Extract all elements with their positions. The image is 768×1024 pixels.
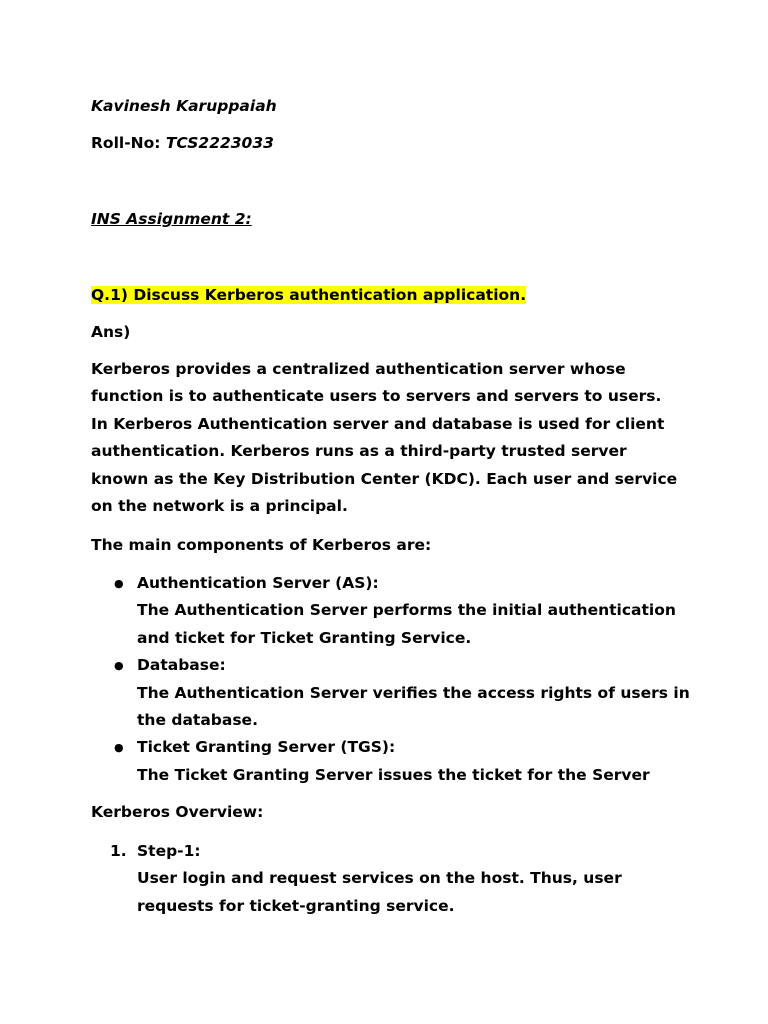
roll-value: TCS2223033 xyxy=(165,134,274,152)
list-item xyxy=(91,570,691,652)
roll-number xyxy=(91,133,274,153)
step-number: 1. xyxy=(110,842,127,860)
list-item xyxy=(91,652,691,734)
bullet-icon: ● xyxy=(114,741,124,755)
question-heading xyxy=(91,285,526,305)
steps-list xyxy=(91,838,691,920)
component-title: Authentication Server (AS): xyxy=(137,574,379,592)
author-name: Kavinesh Karuppaiah xyxy=(91,97,277,115)
components-intro: The main components of Kerberos are: xyxy=(91,536,432,554)
step-description: User login and request services on the host. Thus, user requests for ticket-granting service. xyxy=(137,869,622,915)
question-text: Q.1) Discuss Kerberos authentication application. xyxy=(91,286,527,304)
component-description: The Ticket Granting Server issues the ticket for the Server xyxy=(137,765,650,784)
assignment-title: INS Assignment 2: xyxy=(91,210,252,228)
overview-heading: Kerberos Overview: xyxy=(91,803,264,821)
component-title: Database: xyxy=(137,656,226,675)
component-title: Ticket Granting Server (TGS): xyxy=(137,738,396,757)
components-list xyxy=(91,570,691,789)
bullet-icon: ● xyxy=(114,659,124,673)
list-item xyxy=(91,838,691,920)
roll-label: Roll-No: xyxy=(91,134,166,152)
step-title: Step-1: xyxy=(137,842,201,860)
list-item xyxy=(91,734,691,789)
component-description: The Authentication Server performs the initial authentication and ticket for Ticket Granting Service. xyxy=(137,601,676,647)
component-description: The Authentication Server verifies the access rights of users in the database. xyxy=(137,683,690,730)
answer-paragraph: Kerberos provides a centralized authentication server whose function is to authenticate users to servers and servers to users. In Kerberos Authentication server and database is used for client authentication. Kerberos runs as a third-party trusted server known as the Key Distribution Center (KDC). Each user and service on the network is a principal. xyxy=(91,360,678,516)
bullet-icon: ● xyxy=(114,577,124,590)
answer-label: Ans) xyxy=(91,323,131,341)
